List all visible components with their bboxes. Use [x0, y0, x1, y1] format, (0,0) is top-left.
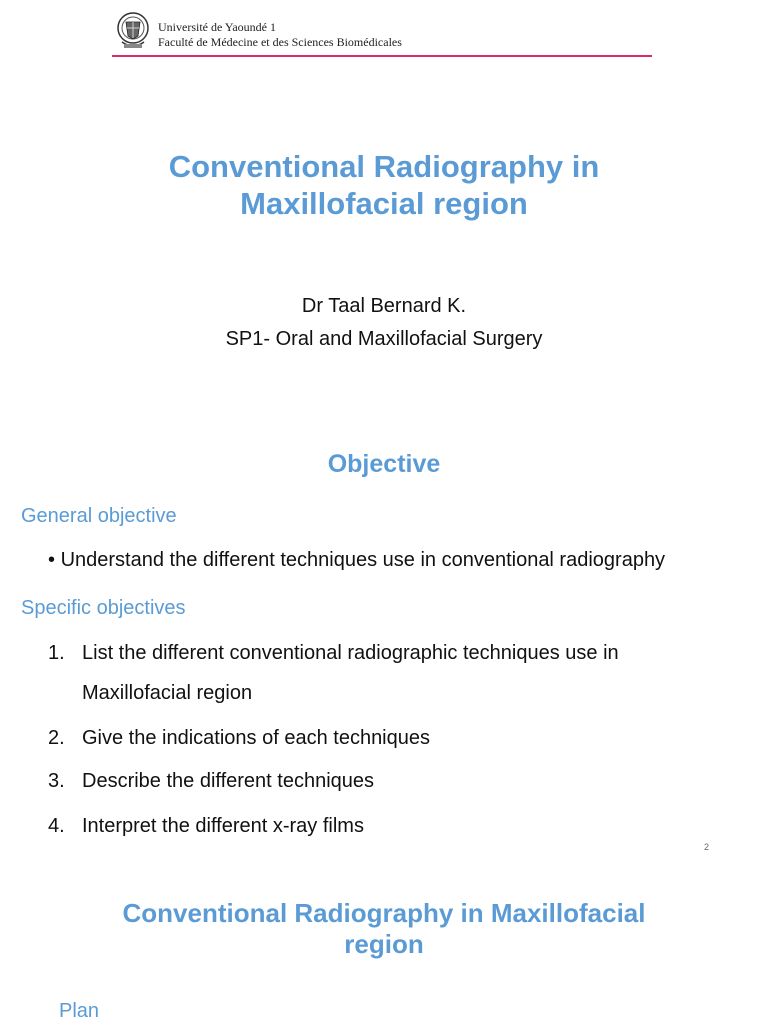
header-line-university: Université de Yaoundé 1 [158, 20, 276, 34]
specific-objectives-label: Specific objectives [21, 597, 186, 619]
list-item-text: Maxillofacial region [82, 682, 253, 704]
author-name: Dr Taal Bernard K. [301, 295, 467, 317]
plan-label: Plan [59, 1000, 100, 1022]
slide3-title-line1: Conventional Radiography in Maxillofacial [122, 898, 646, 928]
header-line-faculty: Faculté de Médecine et des Sciences Biomédicales [158, 35, 402, 49]
slide3-title [0, 898, 768, 960]
page-number: 2 [704, 842, 710, 852]
objective-heading: Objective [327, 450, 441, 478]
general-objective-label: General objective [21, 505, 177, 527]
slide3-title-line2: region [344, 929, 424, 959]
bullet-icon: • [48, 549, 56, 571]
specific-objectives-list [48, 633, 748, 853]
header-institution [158, 20, 402, 50]
slide1-author-block [0, 290, 768, 356]
general-objective-bullet [48, 549, 665, 572]
slide1-title-line2: Maxillofacial region [240, 186, 528, 221]
author-affiliation: SP1- Oral and Maxillofacial Surgery [225, 328, 543, 350]
university-seal-icon [116, 8, 150, 54]
list-item-text: Describe the different techniques [82, 770, 375, 792]
list-item-text: Interpret the different x-ray films [82, 815, 364, 837]
slide1-title-line1: Conventional Radiography in [168, 149, 600, 184]
list-item-number: 3. [48, 770, 65, 792]
list-item-number: 4. [48, 815, 65, 837]
header-divider [112, 55, 652, 57]
list-item-text: Give the indications of each techniques [82, 727, 430, 749]
general-objective-text: Understand the different techniques use in conventional radiography [60, 549, 666, 571]
list-item-number: 1. [48, 642, 65, 664]
slide1-title [0, 148, 768, 222]
list-item-text: List the different conventional radiographic techniques use in [82, 642, 619, 664]
list-item-number: 2. [48, 727, 65, 749]
